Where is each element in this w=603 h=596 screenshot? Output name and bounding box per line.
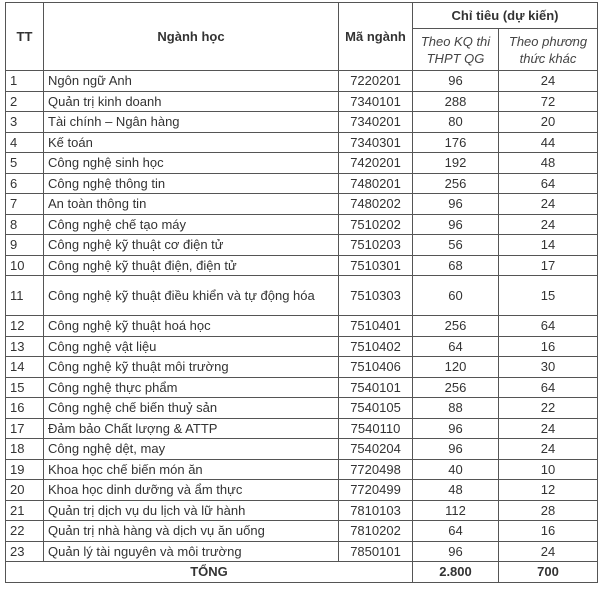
major-code: 7480202 <box>339 194 413 215</box>
major-code: 7220201 <box>339 71 413 92</box>
quota-by-other: 44 <box>499 132 598 153</box>
table-row <box>6 173 598 194</box>
quota-by-other: 24 <box>499 439 598 460</box>
quota-by-other: 16 <box>499 336 598 357</box>
quota-by-exam: 96 <box>413 71 499 92</box>
row-number: 7 <box>6 194 44 215</box>
quota-by-exam: 256 <box>413 173 499 194</box>
quota-by-exam: 176 <box>413 132 499 153</box>
major-code: 7720498 <box>339 459 413 480</box>
quota-by-exam: 88 <box>413 398 499 419</box>
table-row <box>6 235 598 256</box>
major-name: Công nghệ sinh học <box>44 153 339 174</box>
major-code: 7510402 <box>339 336 413 357</box>
row-number: 14 <box>6 357 44 378</box>
major-name: Công nghệ chế tạo máy <box>44 214 339 235</box>
quota-by-other: 64 <box>499 377 598 398</box>
major-name: Quản trị dịch vụ du lịch và lữ hành <box>44 500 339 521</box>
major-code: 7510301 <box>339 255 413 276</box>
quota-by-other: 64 <box>499 316 598 337</box>
row-number: 1 <box>6 71 44 92</box>
quota-by-other: 24 <box>499 418 598 439</box>
major-name: An toàn thông tin <box>44 194 339 215</box>
major-code: 7510303 <box>339 276 413 316</box>
row-number: 18 <box>6 439 44 460</box>
quota-by-other: 24 <box>499 71 598 92</box>
major-code: 7540110 <box>339 418 413 439</box>
table-row <box>6 71 598 92</box>
quota-by-exam: 96 <box>413 214 499 235</box>
table-row <box>6 276 598 316</box>
major-code: 7340301 <box>339 132 413 153</box>
table-row <box>6 91 598 112</box>
quota-by-other: 12 <box>499 480 598 501</box>
row-number: 16 <box>6 398 44 419</box>
major-name: Công nghệ thông tin <box>44 173 339 194</box>
table-row <box>6 377 598 398</box>
quota-by-other: 24 <box>499 214 598 235</box>
quota-by-other: 10 <box>499 459 598 480</box>
table-row <box>6 357 598 378</box>
header-by-other: Theo phương thức khác <box>499 29 598 71</box>
table-row <box>6 194 598 215</box>
quota-by-exam: 64 <box>413 521 499 542</box>
major-name: Tài chính – Ngân hàng <box>44 112 339 133</box>
quota-by-exam: 120 <box>413 357 499 378</box>
total-by-exam: 2.800 <box>413 562 499 583</box>
major-name: Quản trị nhà hàng và dịch vụ ăn uống <box>44 521 339 542</box>
table-row <box>6 214 598 235</box>
header-quota: Chỉ tiêu (dự kiến) <box>413 3 598 29</box>
row-number: 12 <box>6 316 44 337</box>
quota-by-exam: 68 <box>413 255 499 276</box>
major-name: Công nghệ kỹ thuật hoá học <box>44 316 339 337</box>
major-code: 7340201 <box>339 112 413 133</box>
major-code: 7540105 <box>339 398 413 419</box>
table-row <box>6 255 598 276</box>
quota-by-exam: 288 <box>413 91 499 112</box>
quota-by-exam: 40 <box>413 459 499 480</box>
table-row <box>6 418 598 439</box>
major-code: 7510401 <box>339 316 413 337</box>
table-body <box>6 71 598 562</box>
quota-by-exam: 60 <box>413 276 499 316</box>
table-row <box>6 398 598 419</box>
major-name: Công nghệ chế biến thuỷ sản <box>44 398 339 419</box>
major-code: 7420201 <box>339 153 413 174</box>
table-row <box>6 541 598 562</box>
header-tt: TT <box>6 3 44 71</box>
quota-by-other: 64 <box>499 173 598 194</box>
row-number: 13 <box>6 336 44 357</box>
table-row <box>6 480 598 501</box>
header-major: Ngành học <box>44 3 339 71</box>
quota-by-other: 24 <box>499 541 598 562</box>
major-name: Ngôn ngữ Anh <box>44 71 339 92</box>
row-number: 2 <box>6 91 44 112</box>
header-code: Mã ngành <box>339 3 413 71</box>
major-name: Khoa học chế biến món ăn <box>44 459 339 480</box>
major-name: Quản lý tài nguyên và môi trường <box>44 541 339 562</box>
major-name: Đảm bảo Chất lượng & ATTP <box>44 418 339 439</box>
major-code: 7720499 <box>339 480 413 501</box>
row-number: 21 <box>6 500 44 521</box>
major-code: 7810202 <box>339 521 413 542</box>
quota-by-exam: 256 <box>413 377 499 398</box>
row-number: 3 <box>6 112 44 133</box>
total-label: TỔNG <box>6 562 413 583</box>
row-number: 15 <box>6 377 44 398</box>
major-name: Công nghệ kỹ thuật cơ điện tử <box>44 235 339 256</box>
major-code: 7510203 <box>339 235 413 256</box>
quota-by-other: 72 <box>499 91 598 112</box>
table-row <box>6 500 598 521</box>
major-name: Công nghệ kỹ thuật điện, điện tử <box>44 255 339 276</box>
row-number: 4 <box>6 132 44 153</box>
quota-by-exam: 48 <box>413 480 499 501</box>
major-name: Công nghệ thực phẩm <box>44 377 339 398</box>
total-row <box>6 562 598 583</box>
quota-by-exam: 96 <box>413 418 499 439</box>
quota-by-other: 28 <box>499 500 598 521</box>
major-code: 7510202 <box>339 214 413 235</box>
major-name: Khoa học dinh dưỡng và ẩm thực <box>44 480 339 501</box>
major-name: Công nghệ kỹ thuật điều khiển và tự động hóa <box>44 276 339 316</box>
major-name: Công nghệ vật liệu <box>44 336 339 357</box>
quota-by-other: 20 <box>499 112 598 133</box>
major-code: 7540204 <box>339 439 413 460</box>
major-name: Kế toán <box>44 132 339 153</box>
quota-by-other: 48 <box>499 153 598 174</box>
row-number: 5 <box>6 153 44 174</box>
quota-by-other: 24 <box>499 194 598 215</box>
row-number: 17 <box>6 418 44 439</box>
quota-by-exam: 80 <box>413 112 499 133</box>
quota-by-exam: 112 <box>413 500 499 521</box>
quota-by-exam: 96 <box>413 194 499 215</box>
row-number: 11 <box>6 276 44 316</box>
row-number: 8 <box>6 214 44 235</box>
quota-by-exam: 96 <box>413 541 499 562</box>
major-name: Công nghệ kỹ thuật môi trường <box>44 357 339 378</box>
quota-by-exam: 64 <box>413 336 499 357</box>
table-row <box>6 153 598 174</box>
major-name: Công nghệ dệt, may <box>44 439 339 460</box>
row-number: 19 <box>6 459 44 480</box>
quota-by-exam: 96 <box>413 439 499 460</box>
quota-table <box>5 2 598 583</box>
major-code: 7340101 <box>339 91 413 112</box>
table-row <box>6 316 598 337</box>
table-row <box>6 112 598 133</box>
major-code: 7510406 <box>339 357 413 378</box>
major-code: 7480201 <box>339 173 413 194</box>
row-number: 23 <box>6 541 44 562</box>
row-number: 20 <box>6 480 44 501</box>
quota-by-other: 30 <box>499 357 598 378</box>
quota-by-other: 14 <box>499 235 598 256</box>
quota-by-exam: 192 <box>413 153 499 174</box>
quota-by-other: 22 <box>499 398 598 419</box>
quota-by-exam: 256 <box>413 316 499 337</box>
major-code: 7850101 <box>339 541 413 562</box>
major-name: Quản trị kinh doanh <box>44 91 339 112</box>
table-row <box>6 439 598 460</box>
major-code: 7810103 <box>339 500 413 521</box>
quota-by-other: 15 <box>499 276 598 316</box>
major-code: 7540101 <box>339 377 413 398</box>
table-row <box>6 459 598 480</box>
total-by-other: 700 <box>499 562 598 583</box>
header-by-exam: Theo KQ thi THPT QG <box>413 29 499 71</box>
quota-by-exam: 56 <box>413 235 499 256</box>
row-number: 6 <box>6 173 44 194</box>
row-number: 9 <box>6 235 44 256</box>
table-row <box>6 336 598 357</box>
quota-by-other: 16 <box>499 521 598 542</box>
table-row <box>6 132 598 153</box>
table-row <box>6 521 598 542</box>
quota-by-other: 17 <box>499 255 598 276</box>
row-number: 10 <box>6 255 44 276</box>
row-number: 22 <box>6 521 44 542</box>
